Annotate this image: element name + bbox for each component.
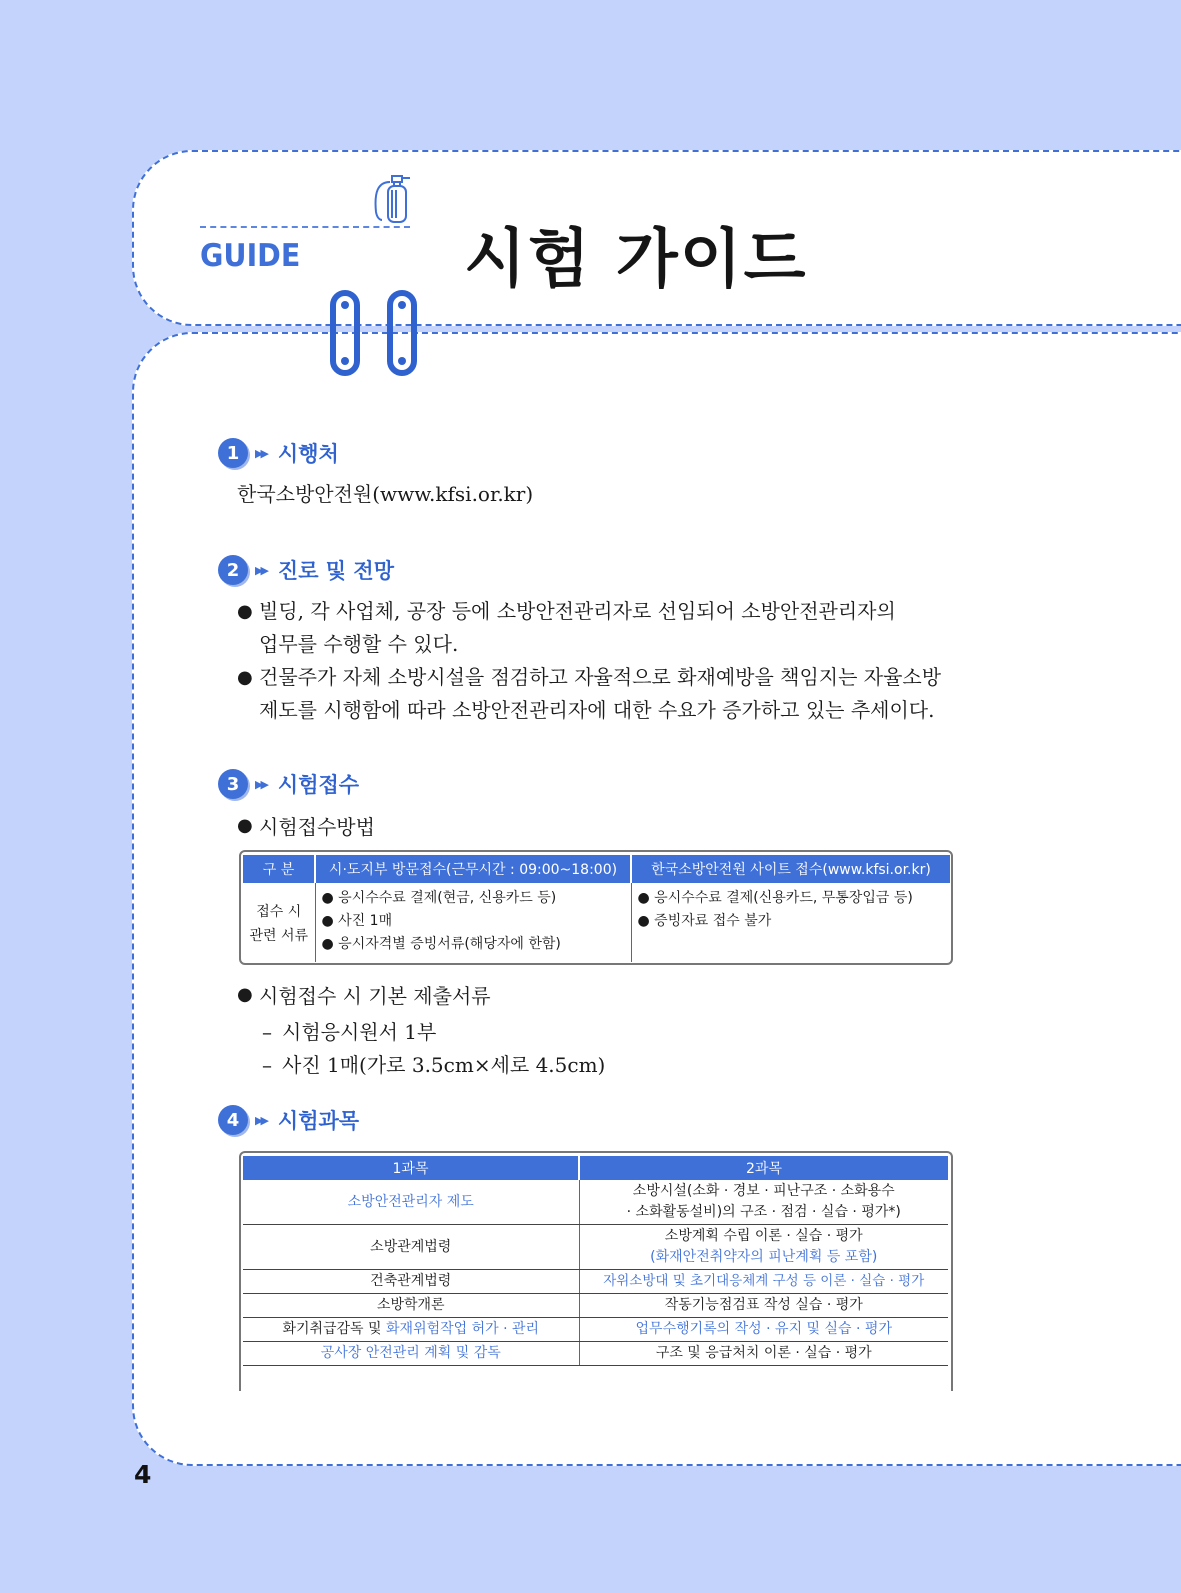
list-item: ● 응시수수료 결제(신용카드, 무통장입금 등) [637, 890, 913, 906]
bullet-text: 업무를 수행할 수 있다. [259, 632, 459, 656]
doc-text: 시험응시원서 1부 [282, 1020, 437, 1044]
bullet-text: 빌딩, 각 사업체, 공장 등에 소방안전관리자로 선임되어 소방안전관리자의 [259, 599, 896, 623]
table-header-row [243, 855, 950, 883]
page-number: 4 [134, 1460, 152, 1489]
section-number: 2 [218, 555, 248, 585]
section-number: 3 [218, 769, 248, 799]
row-label: 관련 서류 [249, 928, 309, 944]
table-header: 1과목 [243, 1156, 579, 1180]
list-item: – 사진 1매(가로 3.5cm×세로 4.5cm) [262, 1053, 606, 1077]
bullet-text: 건물주가 자체 소방시설을 점검하고 자율적으로 화재예방을 책임지는 자율소방 [259, 665, 942, 689]
docs-label: 시험접수 시 기본 제출서류 [259, 984, 491, 1008]
table-cell: 공사장 안전관리 계획 및 감독 [243, 1342, 579, 1366]
list-item: ● 응시수수료 결제(현금, 신용카드 등) [321, 890, 557, 906]
table-row [243, 1180, 948, 1225]
binder-ring-right [387, 290, 417, 376]
double-arrow-icon: ▶▶ [255, 446, 266, 460]
list-item-cont [237, 628, 957, 661]
table-row [243, 883, 950, 962]
bullet-icon: ● [237, 601, 253, 622]
double-arrow-icon: ▶▶ [255, 563, 266, 577]
table-row [243, 1270, 948, 1294]
table-cell: 업무수행기록의 작성 · 유지 및 실습 · 평가 [579, 1318, 948, 1342]
page-title: 시험 가이드 [464, 223, 808, 297]
table-row [243, 1294, 948, 1318]
section-heading-3 [218, 768, 359, 800]
subjects-table [243, 1156, 948, 1366]
table-header: 구 분 [243, 855, 315, 883]
table-header-row [243, 1156, 948, 1180]
doc-text: 사진 1매(가로 3.5cm×세로 4.5cm) [282, 1053, 606, 1077]
method-heading [237, 811, 375, 840]
bullet-icon: ● [237, 984, 253, 1005]
table-row [243, 1318, 948, 1342]
binder-ring-left [330, 290, 360, 376]
table-cell: 건축관계법령 [243, 1270, 579, 1294]
list-item: ● 사진 1매 [321, 913, 393, 929]
application-table [243, 855, 950, 962]
table-cell: 소방학개론 [243, 1294, 579, 1318]
site-cell [631, 883, 950, 962]
list-item: ● 증빙자료 접수 불가 [637, 913, 772, 929]
list-item [237, 595, 957, 628]
section-heading-1 [218, 437, 339, 469]
guide-label: GUIDE [200, 238, 301, 274]
section-number: 4 [218, 1105, 248, 1135]
table-header: 2과목 [579, 1156, 948, 1180]
table-cell: 자위소방대 및 초기대응체계 구성 등 이론 · 실습 · 평가 [579, 1270, 948, 1294]
docs-heading [237, 980, 491, 1009]
table-cell: 화기취급감독 및 화재위험작업 허가 · 관리 [243, 1318, 579, 1342]
section-heading-2 [218, 554, 394, 586]
fire-extinguisher-icon [368, 172, 416, 226]
method-label: 시험접수방법 [259, 815, 375, 839]
row-label: 접수 시 [256, 904, 302, 920]
table-cell: 소방안전관리자 제도 [243, 1180, 579, 1225]
row-label-cell [243, 883, 315, 962]
guide-divider [200, 226, 410, 228]
section-heading-4 [218, 1104, 359, 1136]
table-cell: 소방계획 수립 이론 · 실습 · 평가 (화재안전취약자의 피난계획 등 포함) [579, 1225, 948, 1270]
visit-cell [315, 883, 631, 962]
list-item-cont [237, 694, 957, 727]
bullet-text: 제도를 시행함에 따라 소방안전관리자에 대한 수요가 증가하고 있는 추세이다. [259, 698, 935, 722]
table-row [243, 1342, 948, 1366]
list-item [237, 661, 957, 694]
section-title: 진로 및 전망 [277, 559, 394, 583]
section-title: 시험과목 [277, 1109, 360, 1133]
bullet-icon: ● [237, 667, 253, 688]
table-cell: 작동기능점검표 작성 실습 · 평가 [579, 1294, 948, 1318]
list-item: – 시험응시원서 1부 [262, 1020, 437, 1044]
double-arrow-icon: ▶▶ [255, 1113, 266, 1127]
table-row [243, 1225, 948, 1270]
section-title: 시험접수 [277, 773, 360, 797]
table-cell: 구조 및 응급처치 이론 · 실습 · 평가 [579, 1342, 948, 1366]
table-cell: 소방시설(소화 · 경보 · 피난구조 · 소화용수 · 소화활동설비)의 구조 · 점검 · 실습 · 평가*) [579, 1180, 948, 1225]
organization-text: 한국소방안전원(www.kfsi.or.kr) [237, 482, 534, 506]
section-title: 시행처 [277, 442, 339, 466]
list-item: ● 응시자격별 증빙서류(해당자에 한함) [321, 936, 561, 952]
table-cell: 소방관계법령 [243, 1225, 579, 1270]
table-header: 시·도지부 방문접수(근무시간 : 09:00~18:00) [315, 855, 631, 883]
bullet-icon: ● [237, 815, 253, 836]
table-header: 한국소방안전원 사이트 접수(www.kfsi.or.kr) [631, 855, 950, 883]
section-number: 1 [218, 438, 248, 468]
double-arrow-icon: ▶▶ [255, 777, 266, 791]
career-bullets [237, 595, 957, 727]
